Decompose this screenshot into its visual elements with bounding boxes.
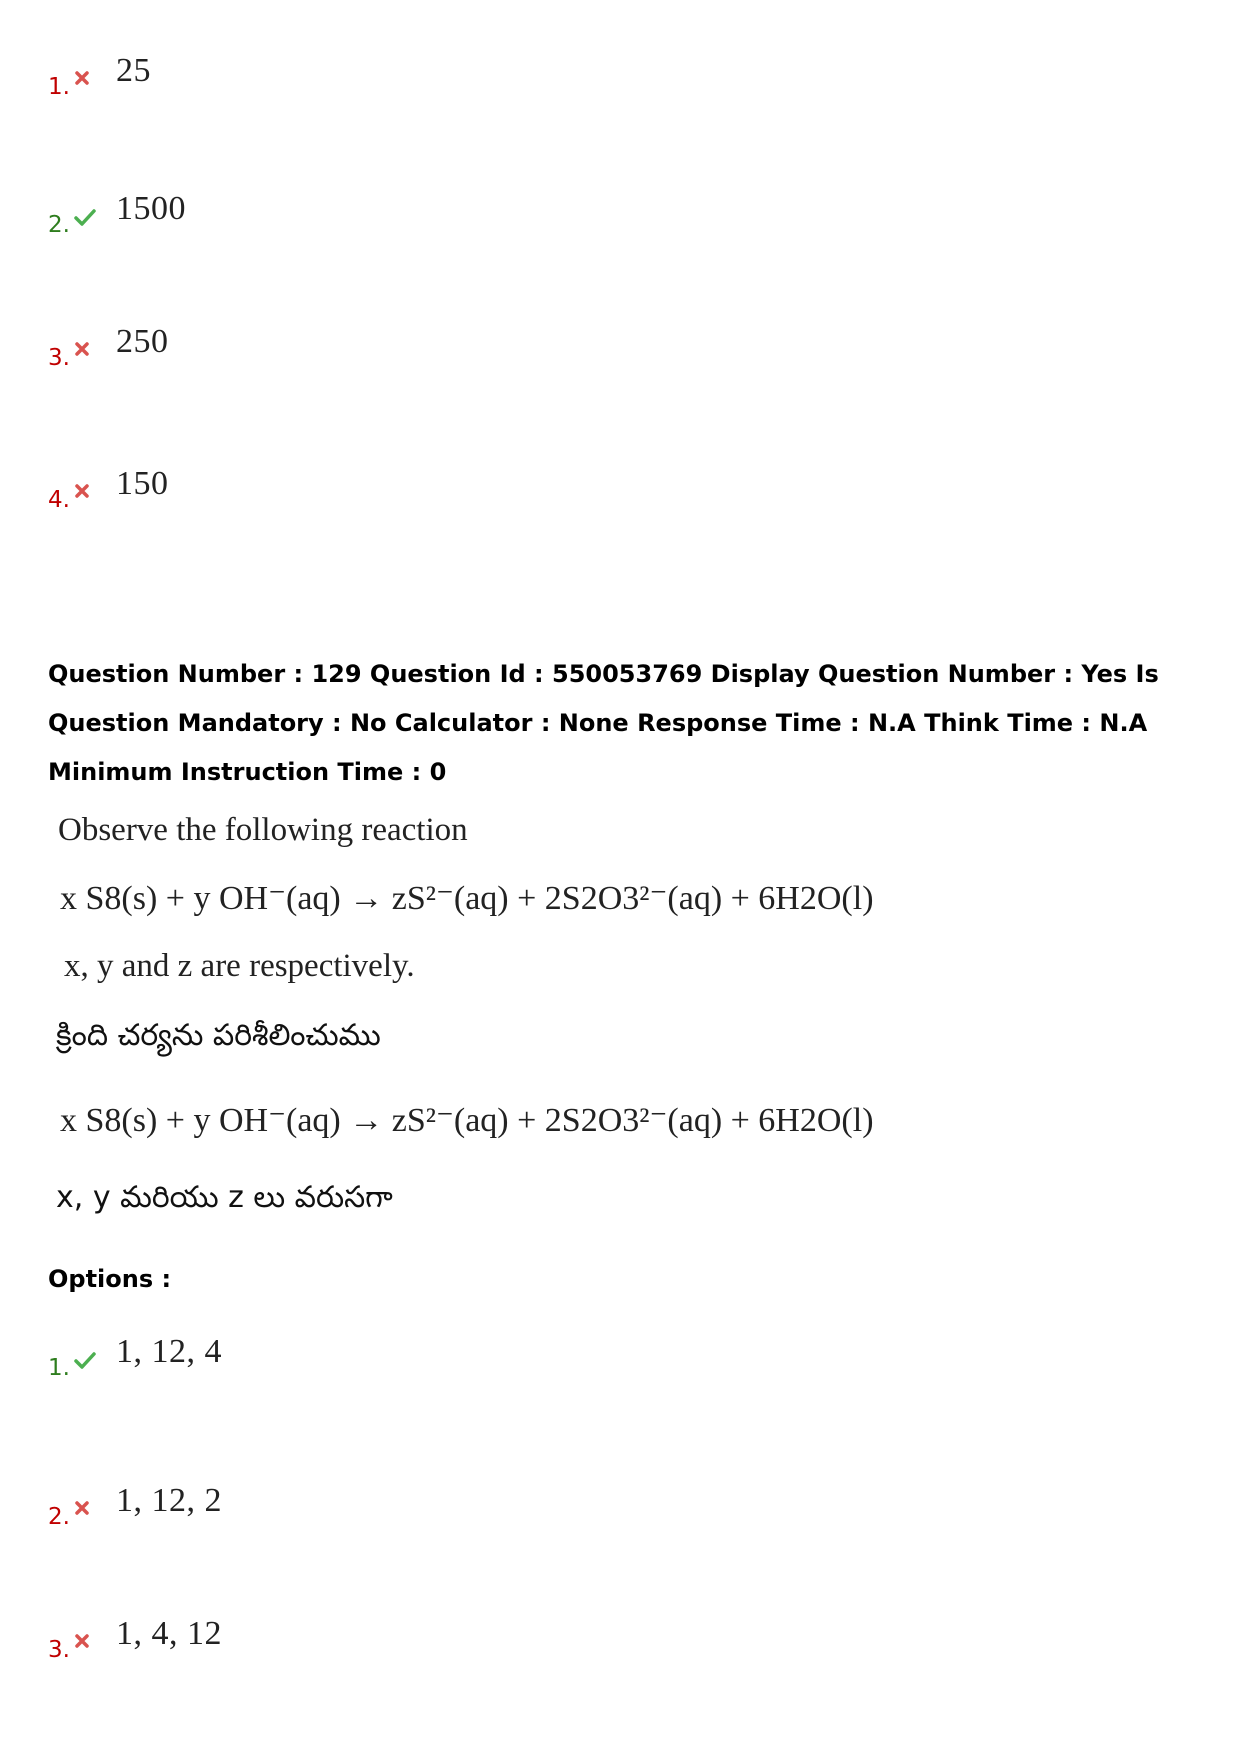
option-3	[48, 1615, 222, 1663]
cross-icon	[74, 1500, 100, 1516]
check-icon	[74, 1351, 100, 1369]
option-number: 1.	[48, 1355, 70, 1381]
prev-option-number: 2.	[48, 212, 70, 238]
option-1	[48, 1333, 222, 1381]
prev-option-number: 4.	[48, 487, 70, 513]
option-value: 1, 12, 4	[116, 1333, 222, 1370]
question-text-te: క్రింది చర్యను పరిశీలించుము	[56, 1018, 381, 1053]
option-value: 1, 4, 12	[116, 1615, 222, 1652]
prev-option-number: 1.	[48, 74, 70, 100]
prev-option-4	[48, 465, 169, 513]
option-number: 3.	[48, 1637, 70, 1663]
reaction-equation-te: x S8(s) + y OH⁻(aq) → zS²⁻(aq) + 2S2O3²⁻(aq) + 6H2O(l)	[60, 1102, 874, 1139]
reaction-equation-en: x S8(s) + y OH⁻(aq) → zS²⁻(aq) + 2S2O3²⁻(aq) + 6H2O(l)	[60, 880, 874, 917]
option-value: 1, 12, 2	[116, 1482, 222, 1519]
prev-option-value: 25	[116, 52, 151, 89]
prev-option-value: 150	[116, 465, 169, 502]
question-header: Question Number : 129 Question Id : 550053769 Display Question Number : Yes Is Question Mandatory : No Calculator : None Response Time : N.A Think Time : N.A Minimum Instruction Time : 0	[48, 660, 1159, 786]
prev-option-1	[48, 52, 151, 100]
question-subtext-en: x, y and z are respectively.	[64, 948, 415, 984]
options-label: Options :	[48, 1265, 172, 1293]
prev-option-value: 1500	[116, 190, 186, 227]
question-text-en: Observe the following reaction	[58, 812, 468, 848]
cross-icon	[74, 1633, 100, 1649]
cross-icon	[74, 70, 100, 86]
option-number: 2.	[48, 1504, 70, 1530]
cross-icon	[74, 341, 100, 357]
question-subtext-te: x, y మరియు z లు వరుసగా	[56, 1180, 393, 1215]
prev-option-3	[48, 323, 169, 371]
prev-option-number: 3.	[48, 345, 70, 371]
prev-option-value: 250	[116, 323, 169, 360]
check-icon	[74, 208, 100, 226]
cross-icon	[74, 483, 100, 499]
option-2	[48, 1482, 222, 1530]
prev-option-2	[48, 190, 186, 238]
